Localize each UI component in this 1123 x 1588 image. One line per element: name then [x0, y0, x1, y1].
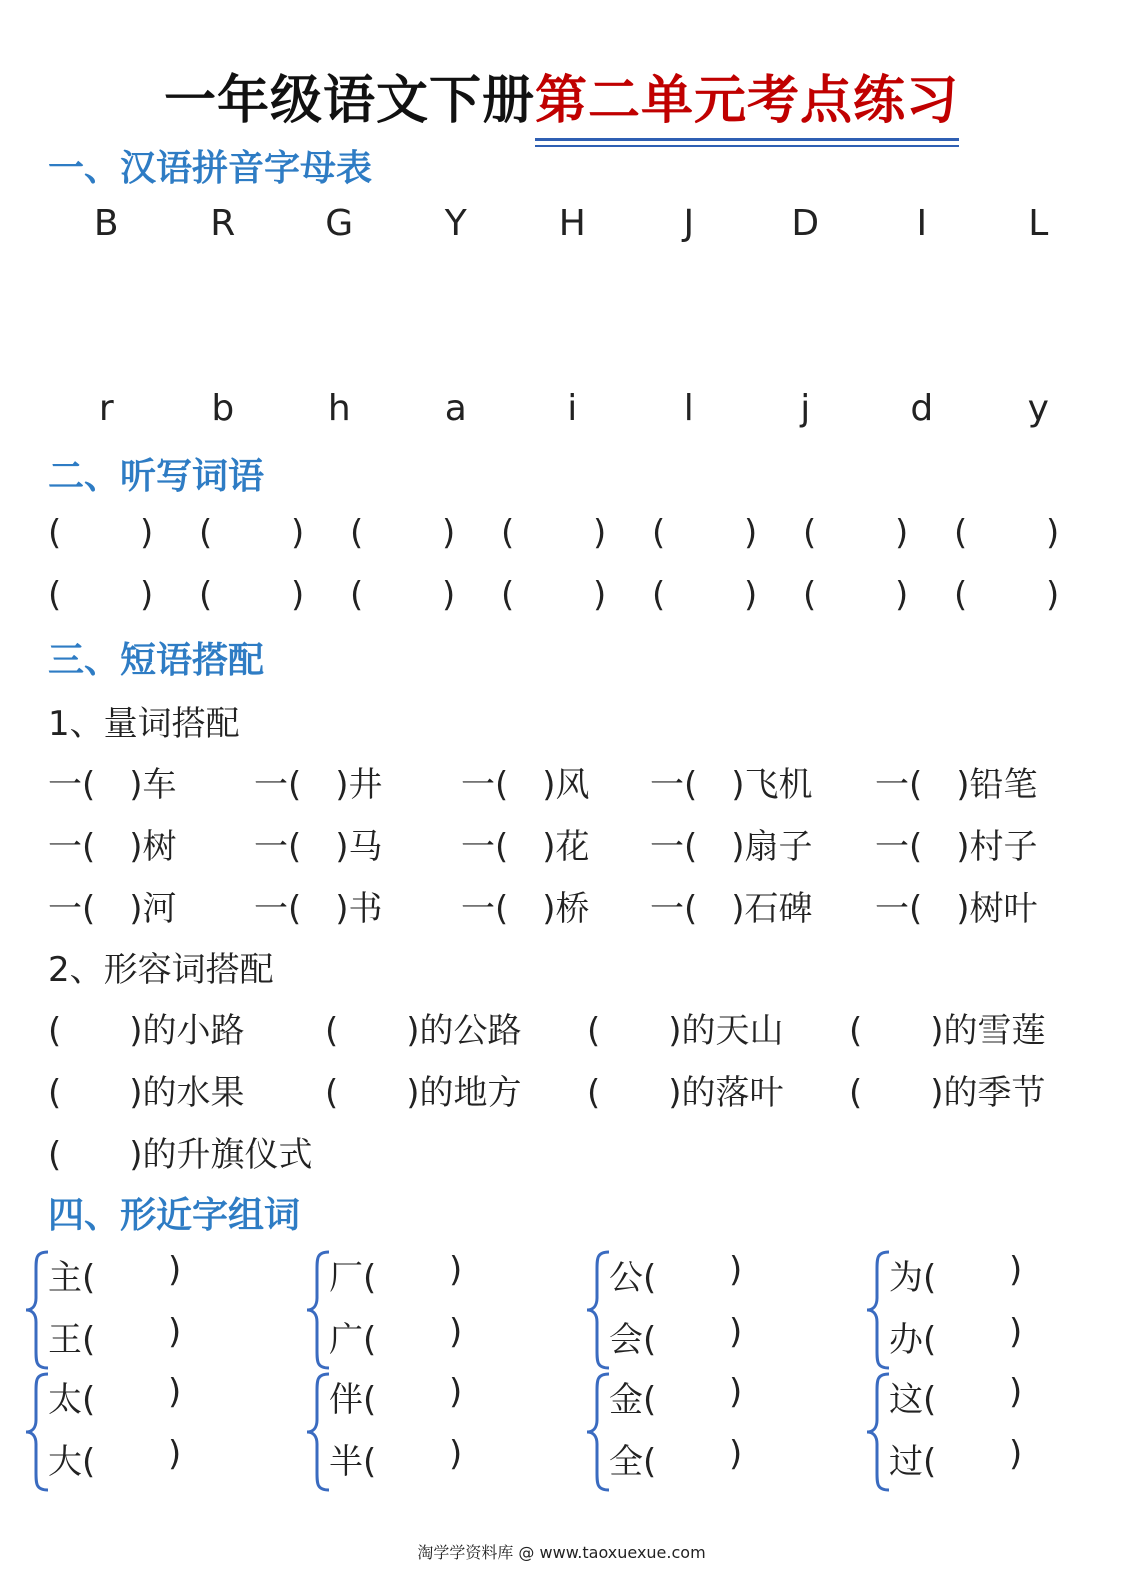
close-paren: ): [449, 1250, 463, 1290]
close-paren: ): [744, 513, 758, 553]
uppercase-letter: L: [1028, 203, 1049, 244]
dictation-row-1: [48, 513, 1068, 553]
uppercase-letter: R: [210, 203, 236, 244]
char-prompt: 公(: [609, 1258, 657, 1298]
char-prompt: 广(: [329, 1320, 377, 1360]
char-prompt: 半(: [329, 1442, 377, 1482]
close-paren: ): [1009, 1434, 1023, 1474]
char-prompt: 王(: [48, 1320, 96, 1360]
char-prompt: 这(: [889, 1380, 937, 1420]
adjective-item: ( )的落叶: [587, 1073, 784, 1113]
adjective-row: [48, 1127, 1108, 1175]
adjective-item: ( )的季节: [849, 1073, 1046, 1113]
open-paren: (: [199, 513, 213, 553]
close-paren: ): [449, 1372, 463, 1412]
adjective-row: [48, 1003, 1108, 1051]
close-paren: ): [449, 1434, 463, 1474]
similar-char-group: [889, 1372, 1123, 1492]
char-prompt: 伴(: [329, 1380, 377, 1420]
close-paren: ): [593, 513, 607, 553]
close-paren: ): [1009, 1372, 1023, 1412]
adjective-item: ( )的小路: [48, 1011, 245, 1051]
measure-row: [48, 757, 1108, 805]
similar-char-group: [48, 1250, 298, 1370]
close-paren: ): [729, 1250, 743, 1290]
adjective-item: ( )的公路: [325, 1011, 522, 1051]
close-paren: ): [291, 575, 305, 615]
lowercase-letter: d: [910, 388, 934, 429]
close-paren: ): [895, 575, 909, 615]
curly-brace-icon: [24, 1372, 50, 1492]
close-paren: ): [593, 575, 607, 615]
measure-item: 一( )桥: [461, 889, 590, 929]
measure-item: 一( )村子: [875, 827, 1038, 867]
open-paren: (: [350, 513, 364, 553]
open-paren: (: [199, 575, 213, 615]
close-paren: ): [168, 1434, 182, 1474]
char-prompt: 金(: [609, 1380, 657, 1420]
page-title: [0, 58, 1123, 133]
open-paren: (: [501, 575, 515, 615]
open-paren: (: [652, 575, 666, 615]
lowercase-letter: l: [683, 388, 694, 429]
curly-brace-icon: [305, 1250, 331, 1370]
lowercase-letter: j: [800, 388, 811, 429]
open-paren: (: [350, 575, 364, 615]
close-paren: ): [140, 513, 154, 553]
adjective-subheading: 2、形容词搭配: [48, 950, 274, 990]
section3-heading: 三、短语搭配: [48, 640, 265, 681]
section1-heading: 一、汉语拼音字母表: [48, 148, 373, 189]
open-paren: (: [652, 513, 666, 553]
measure-item: 一( )马: [254, 827, 383, 867]
lowercase-letter: y: [1027, 388, 1049, 429]
char-prompt: 太(: [48, 1380, 96, 1420]
measure-item: 一( )花: [461, 827, 590, 867]
close-paren: ): [168, 1250, 182, 1290]
measure-word-subheading: 1、量词搭配: [48, 704, 240, 744]
adjective-item: ( )的雪莲: [849, 1011, 1046, 1051]
char-prompt: 厂(: [329, 1258, 377, 1298]
char-prompt: 全(: [609, 1442, 657, 1482]
uppercase-letters: [48, 203, 1098, 244]
lowercase-letters: [48, 388, 1098, 429]
close-paren: ): [291, 513, 305, 553]
close-paren: ): [442, 575, 456, 615]
close-paren: ): [1009, 1250, 1023, 1290]
close-paren: ): [1046, 513, 1060, 553]
close-paren: ): [442, 513, 456, 553]
close-paren: ): [895, 513, 909, 553]
close-paren: ): [168, 1312, 182, 1352]
curly-brace-icon: [865, 1250, 891, 1370]
open-paren: (: [48, 513, 62, 553]
curly-brace-icon: [24, 1250, 50, 1370]
section4-heading: 四、形近字组词: [48, 1195, 301, 1236]
adjective-item: ( )的天山: [587, 1011, 784, 1051]
uppercase-letter: I: [916, 203, 928, 244]
close-paren: ): [729, 1434, 743, 1474]
open-paren: (: [954, 575, 968, 615]
measure-item: 一( )风: [461, 765, 590, 805]
close-paren: ): [729, 1372, 743, 1412]
char-prompt: 大(: [48, 1442, 96, 1482]
measure-item: 一( )铅笔: [875, 765, 1038, 805]
close-paren: ): [729, 1312, 743, 1352]
char-prompt: 为(: [889, 1258, 937, 1298]
curly-brace-icon: [865, 1372, 891, 1492]
measure-item: 一( )扇子: [650, 827, 813, 867]
open-paren: (: [48, 575, 62, 615]
adjective-row: [48, 1065, 1108, 1113]
adjective-item: ( )的升旗仪式: [48, 1135, 313, 1175]
similar-char-group: [329, 1372, 579, 1492]
adjective-item: ( )的水果: [48, 1073, 245, 1113]
lowercase-letter: a: [444, 388, 467, 429]
open-paren: (: [954, 513, 968, 553]
similar-char-group: [609, 1372, 859, 1492]
footer-watermark: 淘学学资料库 @ www.taoxuexue.com: [417, 1543, 706, 1562]
char-prompt: 办(: [889, 1320, 937, 1360]
measure-item: 一( )书: [254, 889, 383, 929]
char-prompt: 主(: [48, 1258, 96, 1298]
open-paren: (: [501, 513, 515, 553]
lowercase-letter: b: [211, 388, 235, 429]
measure-item: 一( )井: [254, 765, 383, 805]
curly-brace-icon: [585, 1372, 611, 1492]
similar-char-group: [329, 1250, 579, 1370]
uppercase-letter: H: [558, 203, 586, 244]
measure-item: 一( )河: [48, 889, 177, 929]
close-paren: ): [140, 575, 154, 615]
section2-heading: 二、听写词语: [48, 456, 265, 497]
measure-item: 一( )树: [48, 827, 177, 867]
uppercase-letter: J: [683, 203, 695, 244]
close-paren: ): [449, 1312, 463, 1352]
close-paren: ): [168, 1372, 182, 1412]
title-grade: 一年级语文下册: [163, 71, 535, 131]
close-paren: ): [1009, 1312, 1023, 1352]
uppercase-letter: B: [93, 203, 119, 244]
title-unit: 第二单元考点练习: [535, 58, 959, 133]
measure-item: 一( )石碑: [650, 889, 813, 929]
dictation-row-2: [48, 575, 1068, 615]
curly-brace-icon: [585, 1250, 611, 1370]
measure-row: [48, 819, 1108, 867]
adjective-item: ( )的地方: [325, 1073, 522, 1113]
similar-char-group: [889, 1250, 1123, 1370]
uppercase-letter: Y: [444, 203, 467, 244]
measure-row: [48, 881, 1108, 929]
close-paren: ): [744, 575, 758, 615]
char-prompt: 过(: [889, 1442, 937, 1482]
similar-char-group: [609, 1250, 859, 1370]
open-paren: (: [803, 513, 817, 553]
measure-item: 一( )飞机: [650, 765, 813, 805]
char-prompt: 会(: [609, 1320, 657, 1360]
open-paren: (: [803, 575, 817, 615]
uppercase-letter: G: [325, 203, 354, 244]
measure-item: 一( )树叶: [875, 889, 1038, 929]
lowercase-letter: h: [327, 388, 351, 429]
lowercase-letter: i: [567, 388, 578, 429]
similar-char-group: [48, 1372, 298, 1492]
lowercase-letter: r: [98, 388, 114, 429]
close-paren: ): [1046, 575, 1060, 615]
measure-item: 一( )车: [48, 765, 177, 805]
uppercase-letter: D: [791, 203, 820, 244]
curly-brace-icon: [305, 1372, 331, 1492]
